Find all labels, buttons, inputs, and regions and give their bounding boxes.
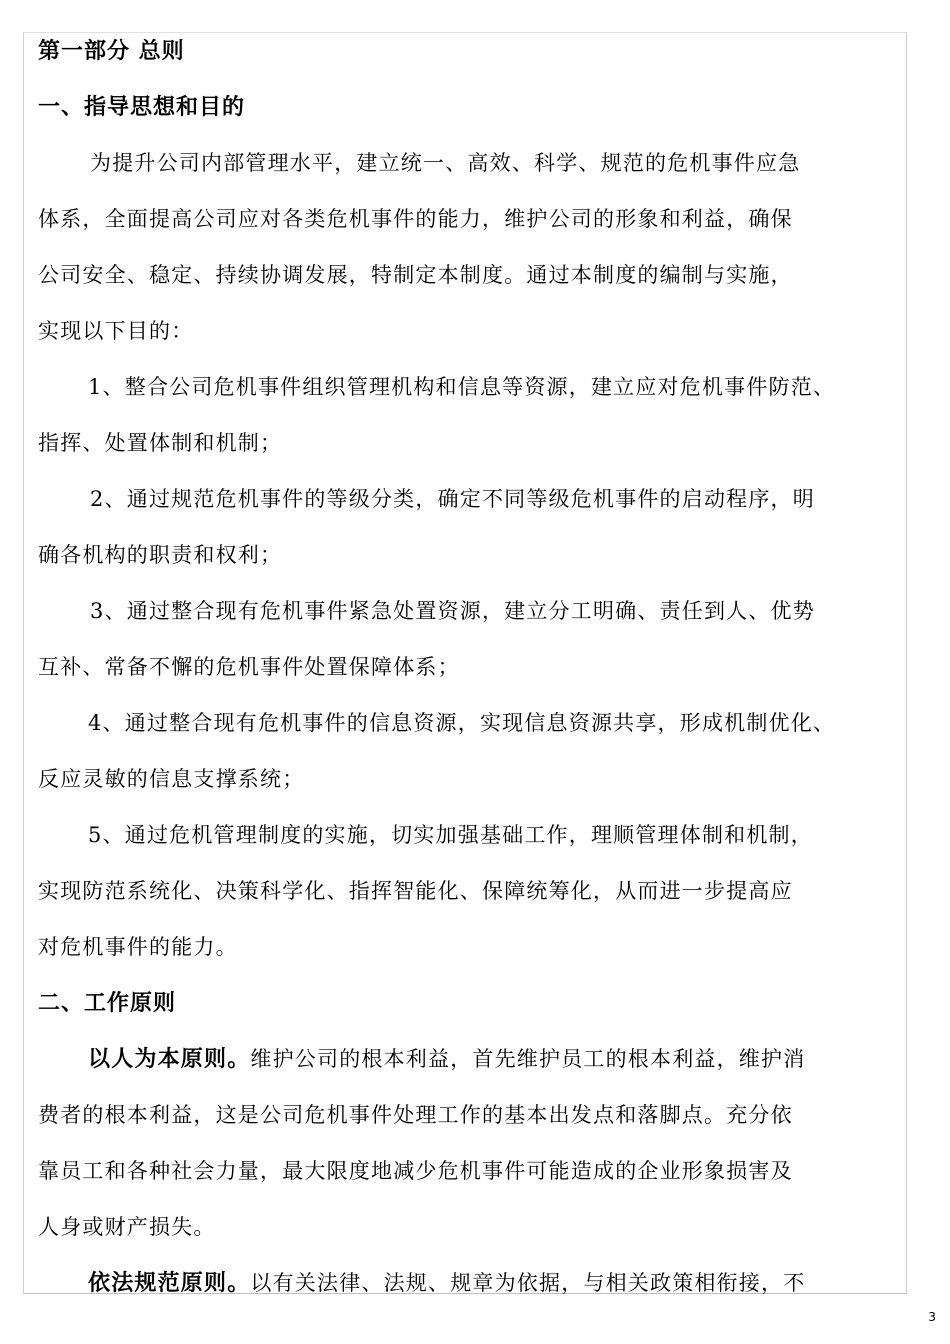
principle-2-first-line [36, 1268, 902, 1324]
list-item-1-line: 1、整合公司危机事件组织管理机构和信息等资源，建立应对危机事件防范、 [88, 375, 836, 399]
intro-line: 为提升公司内部管理水平，建立统一、高效、科学、规范的危机事件应急 [90, 151, 801, 175]
intro-line: 体系，全面提高公司应对各类危机事件的能力，维护公司的形象和利益，确保 [38, 207, 793, 231]
principle-1-first-line [36, 1044, 902, 1100]
section-heading-2: 二、工作原则 [38, 990, 177, 1016]
principle-1-title: 以人为本原则。 [88, 1046, 251, 1072]
document-body [36, 36, 902, 1324]
list-item-4-line: 4、通过整合现有危机事件的信息资源，实现信息资源共享，形成机制优化、 [88, 711, 836, 735]
principle-1-text: 维护公司的根本利益，首先维护员工的根本利益，维护消 [250, 1047, 806, 1071]
list-item-5-line: 对危机事件的能力。 [38, 935, 238, 959]
principle-2-title: 依法规范原则。 [88, 1270, 251, 1296]
list-item-3-line: 3、通过整合现有危机事件紧急处置资源，建立分工明确、责任到人、优势 [90, 599, 815, 623]
principle-1-line: 靠员工和各种社会力量，最大限度地减少危机事件可能造成的企业形象损害及 [38, 1159, 793, 1183]
list-item-1-line: 指挥、处置体制和机制； [38, 431, 283, 455]
list-item-2-line: 2、通过规范危机事件的等级分类，确定不同等级危机事件的启动程序，明 [90, 487, 815, 511]
section-heading-1: 一、指导思想和目的 [38, 94, 246, 120]
list-item-4-line: 反应灵敏的信息支撑系统； [38, 767, 305, 791]
principle-1-line: 费者的根本利益，这是公司危机事件处理工作的基本出发点和落脚点。充分依 [38, 1103, 793, 1127]
document-title: 第一部分 总则 [38, 38, 185, 64]
intro-line: 实现以下目的： [38, 319, 194, 343]
list-item-3-line: 互补、常备不懈的危机事件处置保障体系； [38, 655, 460, 679]
list-item-2-line: 确各机构的职责和权利； [38, 543, 283, 567]
list-item-5-line: 实现防范系统化、决策科学化、指挥智能化、保障统筹化，从而进一步提高应 [38, 879, 793, 903]
principle-1-line: 人身或财产损失。 [38, 1215, 216, 1239]
list-item-5-line: 5、通过危机管理制度的实施，切实加强基础工作，理顺管理体制和机制， [88, 823, 813, 847]
intro-line: 公司安全、稳定、持续协调发展，特制定本制度。通过本制度的编制与实施， [38, 263, 793, 287]
page-number: 3 [928, 1310, 936, 1324]
principle-2-text: 以有关法律、法规、规章为依据，与相关政策相衔接，不 [250, 1271, 806, 1295]
